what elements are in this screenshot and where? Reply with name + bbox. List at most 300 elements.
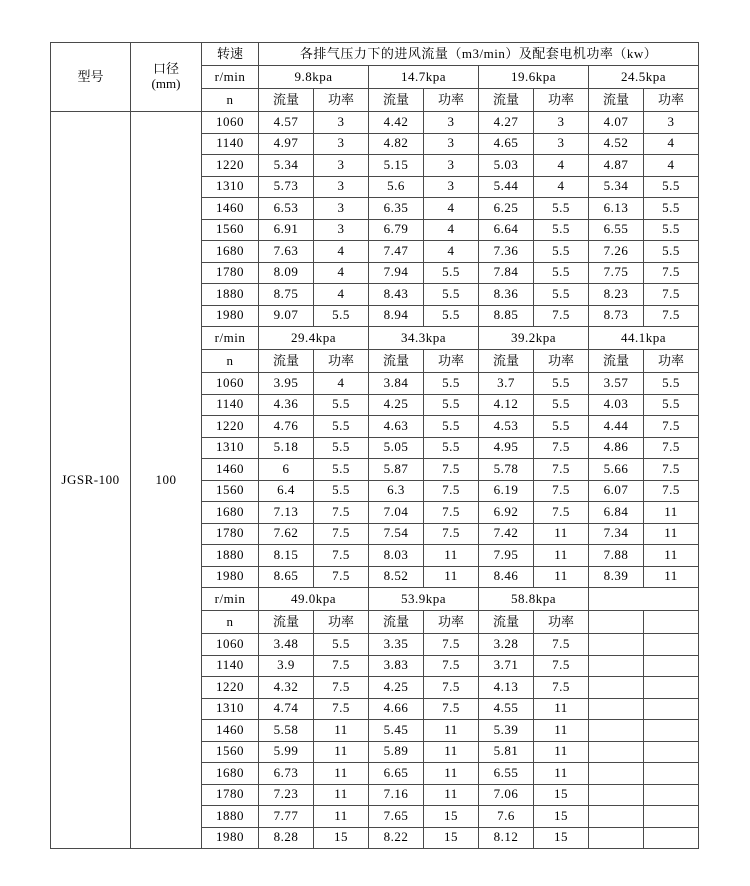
power-value-cell: 3 [314,112,369,134]
flow-value-cell: 5.18 [259,437,314,459]
power-value-cell: 5.5 [314,416,369,438]
speed-cell: 1680 [202,763,259,785]
power-value-cell: 3 [314,133,369,155]
flow-value-cell: 3.84 [369,373,424,395]
power-value-cell: 11 [534,545,589,567]
power-value-cell: 3 [314,155,369,177]
pressure-header-cell: 14.7kpa [369,66,479,89]
empty-cell [589,827,644,849]
power-label-cell: 功率 [314,611,369,634]
pressure-header-cell: 49.0kpa [259,588,369,611]
power-value-cell: 3 [424,155,479,177]
flow-value-cell: 4.63 [369,416,424,438]
empty-cell [644,806,699,828]
flow-value-cell: 7.62 [259,523,314,545]
flow-value-cell: 4.25 [369,677,424,699]
speed-cell: 1980 [202,566,259,588]
power-value-cell: 11 [314,720,369,742]
power-value-cell: 7.5 [424,502,479,524]
power-value-cell: 7.5 [424,634,479,656]
power-label-cell: 功率 [424,350,479,373]
power-value-cell: 7.5 [314,655,369,677]
power-value-cell: 3 [424,133,479,155]
flow-value-cell: 6.64 [479,219,534,241]
power-value-cell: 3 [534,112,589,134]
speed-cell: 1140 [202,655,259,677]
empty-cell [589,720,644,742]
power-value-cell: 11 [644,502,699,524]
flow-label-cell: 流量 [589,350,644,373]
power-value-cell: 7.5 [534,459,589,481]
pressure-header-cell: 58.8kpa [479,588,589,611]
flow-label-cell: 流量 [589,89,644,112]
power-label-cell: 功率 [314,89,369,112]
flow-value-cell: 6.13 [589,198,644,220]
empty-cell [644,655,699,677]
speed-cell: 1680 [202,502,259,524]
speed-cell: 1880 [202,284,259,306]
power-value-cell: 4 [424,241,479,263]
power-value-cell: 15 [424,806,479,828]
flow-value-cell: 4.13 [479,677,534,699]
power-value-cell: 4 [314,284,369,306]
flow-value-cell: 8.39 [589,566,644,588]
power-value-cell: 7.5 [644,459,699,481]
pressure-header-cell: 29.4kpa [259,327,369,350]
power-value-cell: 5.5 [314,305,369,327]
flow-value-cell: 6.35 [369,198,424,220]
flow-value-cell: 3.57 [589,373,644,395]
flow-value-cell: 6.91 [259,219,314,241]
pressure-header-cell: 39.2kpa [479,327,589,350]
flow-value-cell: 9.07 [259,305,314,327]
power-value-cell: 5.5 [314,634,369,656]
flow-value-cell: 8.73 [589,305,644,327]
empty-cell [644,741,699,763]
power-value-cell: 7.5 [644,480,699,502]
power-value-cell: 5.5 [644,394,699,416]
model-header-cell: 型号 [51,43,131,112]
flow-value-cell: 4.66 [369,698,424,720]
flow-value-cell: 3.7 [479,373,534,395]
power-value-cell: 5.5 [314,394,369,416]
flow-label-cell: 流量 [369,611,424,634]
flow-value-cell: 7.16 [369,784,424,806]
flow-value-cell: 8.85 [479,305,534,327]
power-value-cell: 7.5 [534,677,589,699]
power-value-cell: 5.5 [534,219,589,241]
power-value-cell: 4 [534,176,589,198]
flow-value-cell: 4.25 [369,394,424,416]
power-value-cell: 11 [424,763,479,785]
power-value-cell: 7.5 [314,698,369,720]
power-label-cell: 功率 [534,89,589,112]
flow-value-cell: 3.35 [369,634,424,656]
flow-value-cell: 3.95 [259,373,314,395]
power-value-cell: 4 [314,241,369,263]
flow-value-cell: 7.04 [369,502,424,524]
rpm-unit-cell: r/min [202,327,259,350]
flow-value-cell: 5.45 [369,720,424,742]
speed-cell: 1780 [202,523,259,545]
power-label-cell: 功率 [534,350,589,373]
flow-value-cell: 5.99 [259,741,314,763]
empty-cell [589,784,644,806]
empty-cell [644,763,699,785]
power-value-cell: 7.5 [424,459,479,481]
power-value-cell: 7.5 [534,437,589,459]
power-value-cell: 11 [314,784,369,806]
flow-value-cell: 6.79 [369,219,424,241]
flow-value-cell: 8.94 [369,305,424,327]
flow-value-cell: 6.84 [589,502,644,524]
power-value-cell: 11 [644,523,699,545]
diameter-unit-label: (mm) [151,76,181,91]
speed-cell: 1980 [202,305,259,327]
empty-cell [589,806,644,828]
flow-value-cell: 7.26 [589,241,644,263]
power-value-cell: 11 [644,545,699,567]
flow-value-cell: 8.52 [369,566,424,588]
power-value-cell: 7.5 [314,545,369,567]
flow-value-cell: 5.03 [479,155,534,177]
flow-value-cell: 7.23 [259,784,314,806]
power-value-cell: 7.5 [644,305,699,327]
power-value-cell: 5.5 [644,176,699,198]
speed-cell: 1780 [202,262,259,284]
power-value-cell: 11 [534,720,589,742]
power-label-cell: 功率 [644,350,699,373]
power-value-cell: 11 [534,763,589,785]
flow-value-cell: 7.54 [369,523,424,545]
flow-label-cell: 流量 [259,350,314,373]
flow-value-cell: 3.48 [259,634,314,656]
speed-cell: 1220 [202,677,259,699]
power-value-cell: 5.5 [644,373,699,395]
flow-value-cell: 8.43 [369,284,424,306]
power-value-cell: 5.5 [534,198,589,220]
flow-value-cell: 8.65 [259,566,314,588]
flow-label-cell: 流量 [369,350,424,373]
flow-value-cell: 5.81 [479,741,534,763]
power-value-cell: 15 [534,806,589,828]
power-value-cell: 7.5 [424,480,479,502]
power-label-cell: 功率 [534,611,589,634]
empty-cell [589,698,644,720]
flow-label-cell: 流量 [479,611,534,634]
flow-value-cell: 7.77 [259,806,314,828]
flow-value-cell: 6.07 [589,480,644,502]
spec-table-body [51,43,699,849]
speed-cell: 1310 [202,698,259,720]
flow-value-cell: 8.22 [369,827,424,849]
speed-cell: 1220 [202,416,259,438]
power-value-cell: 11 [534,523,589,545]
power-value-cell: 4 [314,262,369,284]
flow-value-cell: 3.9 [259,655,314,677]
pressure-header-cell: 34.3kpa [369,327,479,350]
flow-value-cell: 4.95 [479,437,534,459]
flow-value-cell: 6 [259,459,314,481]
power-value-cell: 5.5 [644,241,699,263]
flow-value-cell: 5.34 [589,176,644,198]
flow-value-cell: 4.74 [259,698,314,720]
power-value-cell: 3 [424,176,479,198]
pressure-header-cell: 53.9kpa [369,588,479,611]
empty-cell [644,720,699,742]
power-value-cell: 7.5 [644,284,699,306]
flow-value-cell: 6.92 [479,502,534,524]
flow-value-cell: 8.75 [259,284,314,306]
n-label-cell: n [202,611,259,634]
flow-value-cell: 7.47 [369,241,424,263]
power-value-cell: 3 [534,133,589,155]
flow-value-cell: 4.42 [369,112,424,134]
power-value-cell: 5.5 [424,416,479,438]
flow-value-cell: 6.55 [479,763,534,785]
power-value-cell: 7.5 [534,502,589,524]
flow-value-cell: 8.46 [479,566,534,588]
power-value-cell: 3 [314,198,369,220]
empty-cell [644,677,699,699]
power-label-cell: 功率 [314,350,369,373]
power-value-cell: 11 [534,698,589,720]
power-value-cell: 5.5 [424,394,479,416]
speed-cell: 1060 [202,373,259,395]
flow-value-cell: 8.36 [479,284,534,306]
flow-value-cell: 7.13 [259,502,314,524]
speed-cell: 1140 [202,394,259,416]
speed-cell: 1460 [202,198,259,220]
empty-cell [644,634,699,656]
rpm-unit-cell: r/min [202,66,259,89]
flow-value-cell: 7.75 [589,262,644,284]
speed-cell: 1060 [202,112,259,134]
flow-value-cell: 7.84 [479,262,534,284]
power-value-cell: 15 [424,827,479,849]
power-value-cell: 5.5 [534,394,589,416]
speed-cell: 1460 [202,720,259,742]
power-value-cell: 7.5 [644,416,699,438]
speed-cell: 1560 [202,480,259,502]
speed-cell: 1140 [202,133,259,155]
flow-value-cell: 5.44 [479,176,534,198]
power-value-cell: 5.5 [424,262,479,284]
power-value-cell: 5.5 [534,241,589,263]
power-value-cell: 7.5 [314,523,369,545]
flow-value-cell: 3.28 [479,634,534,656]
empty-cell [589,655,644,677]
power-value-cell: 11 [314,763,369,785]
pressure-header-cell: 24.5kpa [589,66,699,89]
flow-value-cell: 5.73 [259,176,314,198]
speed-cell: 1880 [202,545,259,567]
power-value-cell: 11 [424,784,479,806]
power-value-cell: 11 [314,741,369,763]
flow-value-cell: 5.05 [369,437,424,459]
flow-value-cell: 7.6 [479,806,534,828]
flow-value-cell: 3.71 [479,655,534,677]
power-value-cell: 11 [534,741,589,763]
power-value-cell: 5.5 [424,305,479,327]
empty-cell [589,677,644,699]
power-value-cell: 11 [314,806,369,828]
speed-cell: 1060 [202,634,259,656]
flow-value-cell: 5.89 [369,741,424,763]
flow-value-cell: 8.09 [259,262,314,284]
power-value-cell: 5.5 [534,416,589,438]
rpm-unit-cell: r/min [202,588,259,611]
flow-value-cell: 8.23 [589,284,644,306]
flow-value-cell: 7.42 [479,523,534,545]
empty-cell [644,784,699,806]
diameter-label: 口径 [152,61,179,77]
flow-value-cell: 5.39 [479,720,534,742]
power-value-cell: 7.5 [534,655,589,677]
flow-value-cell: 4.12 [479,394,534,416]
empty-cell [644,827,699,849]
power-label-cell: 功率 [424,611,479,634]
flow-label-cell: 流量 [479,350,534,373]
flow-value-cell: 4.97 [259,133,314,155]
flow-value-cell: 6.55 [589,219,644,241]
flow-value-cell: 8.03 [369,545,424,567]
pressure-header-cell: 44.1kpa [589,327,699,350]
power-value-cell: 4 [644,133,699,155]
flow-value-cell: 4.65 [479,133,534,155]
power-value-cell: 5.5 [424,284,479,306]
flow-value-cell: 5.78 [479,459,534,481]
power-value-cell: 5.5 [424,373,479,395]
flow-label-cell: 流量 [259,89,314,112]
power-value-cell: 15 [314,827,369,849]
empty-cell [589,763,644,785]
power-value-cell: 7.5 [424,655,479,677]
power-value-cell: 7.5 [534,634,589,656]
pressure-header-cell: 19.6kpa [479,66,589,89]
flow-value-cell: 4.76 [259,416,314,438]
flow-value-cell: 7.34 [589,523,644,545]
flow-value-cell: 4.03 [589,394,644,416]
flow-value-cell: 5.66 [589,459,644,481]
power-value-cell: 7.5 [534,480,589,502]
flow-value-cell: 4.52 [589,133,644,155]
power-value-cell: 7.5 [314,566,369,588]
flow-value-cell: 6.73 [259,763,314,785]
speed-header-cell: 转速 [202,43,259,66]
power-value-cell: 11 [424,545,479,567]
power-value-cell: 5.5 [534,262,589,284]
power-value-cell: 7.5 [424,698,479,720]
flow-value-cell: 5.87 [369,459,424,481]
speed-cell: 1780 [202,784,259,806]
power-value-cell: 11 [644,566,699,588]
power-value-cell: 7.5 [424,523,479,545]
flow-value-cell: 4.87 [589,155,644,177]
flow-value-cell: 4.32 [259,677,314,699]
flow-value-cell: 4.27 [479,112,534,134]
flow-value-cell: 6.65 [369,763,424,785]
power-value-cell: 11 [424,720,479,742]
power-value-cell: 5.5 [314,480,369,502]
power-value-cell: 11 [424,741,479,763]
power-value-cell: 7.5 [424,677,479,699]
flow-value-cell: 7.95 [479,545,534,567]
flow-value-cell: 4.53 [479,416,534,438]
flow-value-cell: 4.36 [259,394,314,416]
header-row [51,43,699,66]
empty-cell [589,634,644,656]
power-value-cell: 4 [424,198,479,220]
speed-cell: 1980 [202,827,259,849]
speed-cell: 1310 [202,176,259,198]
flow-value-cell: 7.36 [479,241,534,263]
speed-cell: 1880 [202,806,259,828]
power-value-cell: 5.5 [644,219,699,241]
flow-label-cell: 流量 [369,89,424,112]
flow-value-cell: 6.19 [479,480,534,502]
n-label-cell: n [202,350,259,373]
power-value-cell: 5.5 [314,459,369,481]
pressure-header-cell: 9.8kpa [259,66,369,89]
flow-label-cell: 流量 [259,611,314,634]
flow-value-cell: 4.57 [259,112,314,134]
flow-value-cell: 5.34 [259,155,314,177]
power-value-cell: 4 [644,155,699,177]
speed-cell: 1560 [202,741,259,763]
power-value-cell: 3 [314,219,369,241]
table-row [51,112,699,134]
diameter-header-cell [131,43,202,112]
flow-value-cell: 7.06 [479,784,534,806]
model-value-cell: JGSR-100 [51,112,131,849]
power-value-cell: 5.5 [534,284,589,306]
speed-cell: 1460 [202,459,259,481]
diameter-value-cell: 100 [131,112,202,849]
power-value-cell: 15 [534,784,589,806]
flow-value-cell: 4.82 [369,133,424,155]
n-label-cell: n [202,89,259,112]
power-value-cell: 7.5 [314,677,369,699]
empty-cell [589,741,644,763]
power-value-cell: 3 [644,112,699,134]
flow-label-cell: 流量 [479,89,534,112]
flow-value-cell: 6.25 [479,198,534,220]
power-value-cell: 5.5 [424,437,479,459]
power-value-cell: 3 [314,176,369,198]
speed-cell: 1310 [202,437,259,459]
flow-value-cell: 4.55 [479,698,534,720]
power-value-cell: 3 [424,112,479,134]
flow-value-cell: 7.94 [369,262,424,284]
flow-value-cell: 4.44 [589,416,644,438]
flow-value-cell: 8.28 [259,827,314,849]
speed-cell: 1560 [202,219,259,241]
speed-cell: 1680 [202,241,259,263]
empty-cell [589,611,644,634]
flow-value-cell: 8.15 [259,545,314,567]
power-value-cell: 5.5 [314,437,369,459]
power-value-cell: 4 [424,219,479,241]
flow-value-cell: 5.58 [259,720,314,742]
table-title-cell: 各排气压力下的进风流量（m3/min）及配套电机功率（kw） [259,43,699,66]
flow-value-cell: 7.63 [259,241,314,263]
flow-value-cell: 5.6 [369,176,424,198]
flow-value-cell: 6.3 [369,480,424,502]
flow-value-cell: 5.15 [369,155,424,177]
power-value-cell: 5.5 [534,373,589,395]
power-value-cell: 7.5 [644,437,699,459]
